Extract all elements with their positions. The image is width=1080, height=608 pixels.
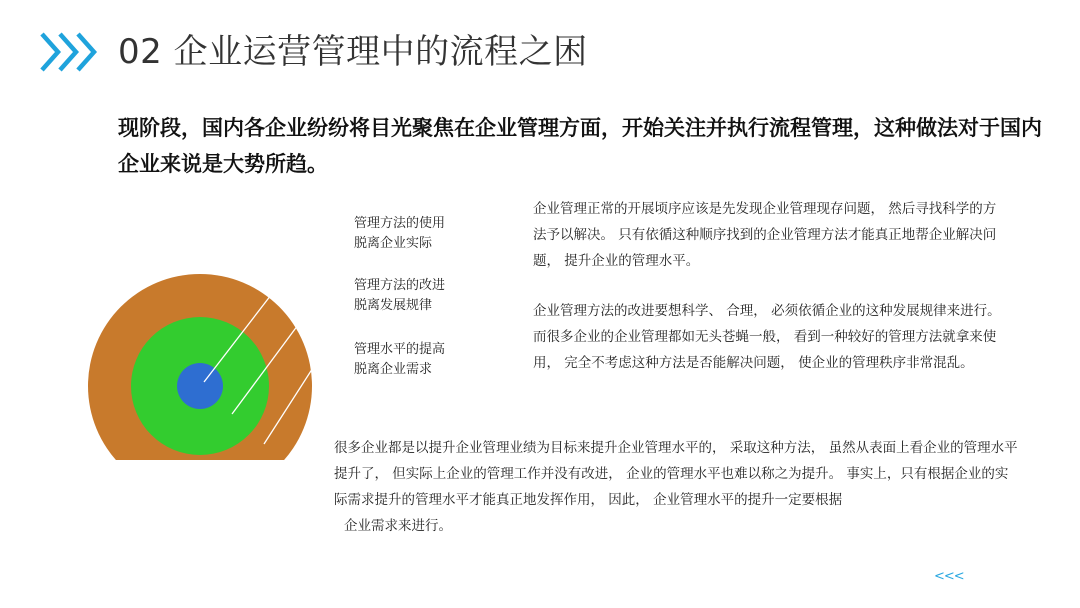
paragraph-level-main: 很多企业都是以提升企业管理业绩为目标来提升企业管理水平的， 采取这种方法， 虽然从表面上看企业的管理水平提升了， 但实际上企业的管理工作并没有改进， 企业的管理水平也难以称之为提升。 事实上，只有根据企业的实际需求提升的管理水平才能真正地发挥作用， 因此， 企业管理水平的提升一定要根据: [334, 440, 1018, 508]
intro-text: 现阶段，国内各企业纷纷将目光聚焦在企业管理方面，开始关注并执行流程管理，这种做法对于国内企业来说是大势所趋。: [118, 116, 1042, 176]
paragraph-level: [334, 435, 1019, 539]
diagram-label-improvement-line2: 脱离发展规律: [354, 298, 433, 313]
diagram-label-improvement: [354, 276, 445, 316]
paragraph-level-tail: 企业需求来进行。: [344, 518, 452, 534]
paragraph-usage: 企业管理正常的开展顷序应该是先发现企业管理现存问题， 然后寻找科学的方法予以解决。 只有依循这种顺序找到的企业管理方法才能真正地帮企业解决问题， 提升企业的管理水平。: [533, 201, 997, 269]
diagram-label-improvement-line1: 管理方法的改进: [354, 278, 446, 293]
diagram-label-level: [354, 340, 445, 380]
concentric-diagram: [0, 200, 520, 460]
chevron-group: [42, 34, 94, 70]
inner-circle: [177, 363, 223, 409]
back-nav-button[interactable]: <<<: [934, 569, 964, 584]
diagram-label-usage-line1: 管理方法的使用: [354, 216, 446, 231]
double-chevron-right-icon: [38, 30, 100, 74]
diagram-label-usage-line2: 脱离企业实际: [354, 236, 433, 251]
page-title: 02 企业运营管理中的流程之困: [118, 32, 588, 72]
diagram-label-usage: [354, 214, 445, 254]
diagram-label-level-line1: 管理水平的提高: [354, 342, 446, 357]
paragraph-improvement: 企业管理方法的改进要想科学、 合理， 必须依循企业的这种发展规律来进行。 而很多企业的企业管理都如无头苍蝇一般， 看到一种较好的管理方法就拿来使用， 完全不考虑这种方法是否能解决问题， 使企业的管理秩序非常混乱。: [533, 303, 1001, 371]
diagram-label-level-line2: 脱离企业需求: [354, 362, 433, 377]
